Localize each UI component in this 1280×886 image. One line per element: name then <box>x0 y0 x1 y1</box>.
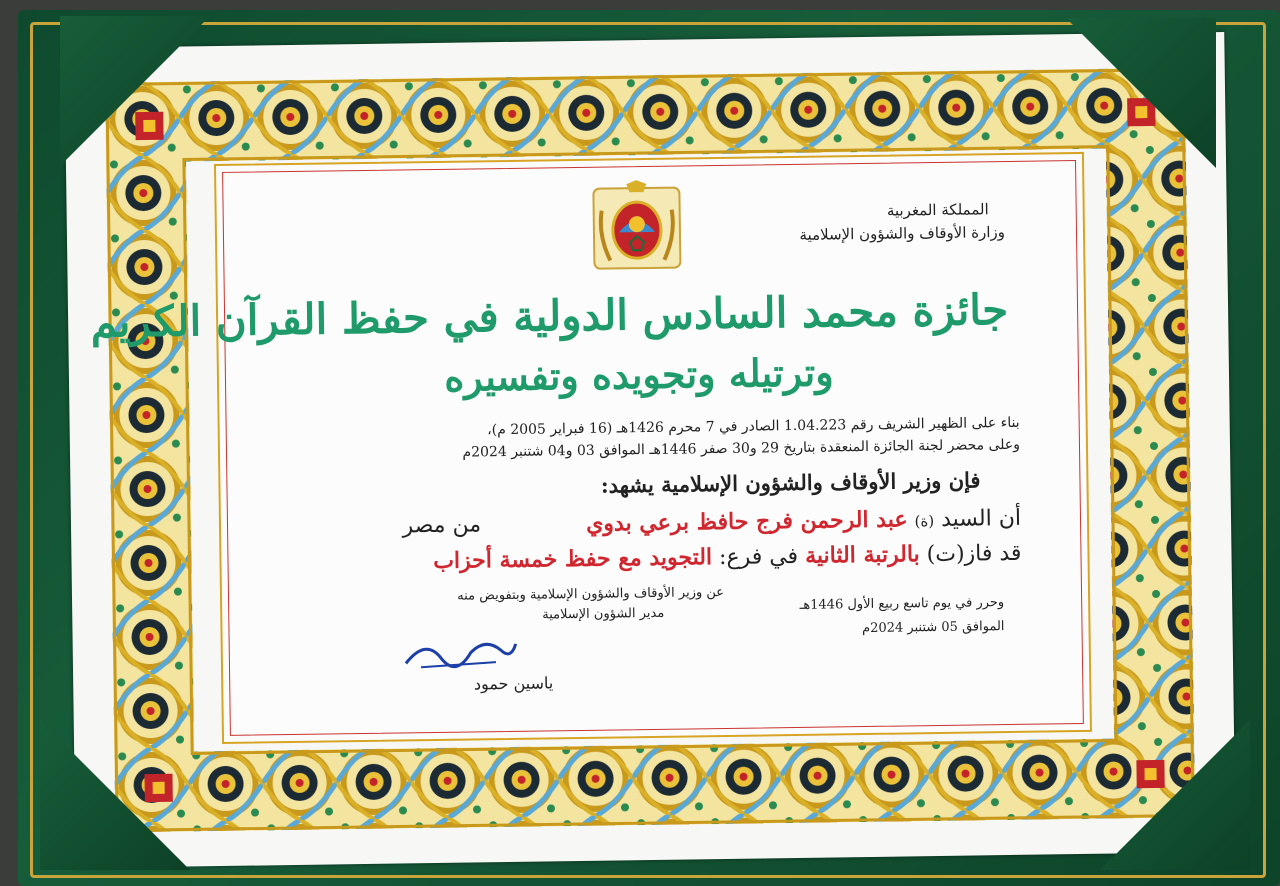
royal-coat-of-arms-emblem <box>591 180 682 273</box>
attestation-statement: فإن وزير الأوقاف والشؤون الإسلامية يشهد: <box>600 467 981 498</box>
issue-date-hijri: وحرر في يوم تاسع ربيع الأول 1446هـ <box>799 595 1005 613</box>
from-label: من <box>452 512 482 538</box>
recipient-prefix: أن السيد <box>940 505 1022 532</box>
signatory-delegation: عن وزير الأوقاف والشؤون الإسلامية وبتفويض منه <box>457 584 725 604</box>
certificate-sheet <box>64 32 1235 868</box>
award-prefix: قد فاز(ت) <box>926 540 1022 568</box>
award-branch: التجويد مع حفظ خمسة أحزاب <box>433 544 713 575</box>
signatory-name: ياسين حمود <box>473 673 554 694</box>
preamble-line-1: بناء على الظهير الشريف رقم 1.04.223 الصادر في 7 محرم 1426هـ (16 فبراير 2005 م)، <box>487 414 1020 439</box>
ministry-label: وزارة الأوقاف والشؤون الإسلامية <box>799 223 1006 244</box>
kingdom-label: المملكة المغربية <box>886 200 989 220</box>
award-title-line-1: جائزة محمد السادس الدولية في حفظ القرآن الكريم <box>90 284 1009 347</box>
signature-scribble <box>401 632 522 674</box>
award-rank: بالرتبة الثانية <box>804 541 920 569</box>
signatory-title: مدير الشؤون الإسلامية <box>542 605 665 623</box>
recipient-country: مصر <box>402 512 446 539</box>
recipient-gender-marker: (ة) <box>914 512 935 531</box>
award-title-line-2: وترتيله وتجويده وتفسيره <box>444 349 834 400</box>
recipient-name: عبد الرحمن فرج حافظ برعي بدوي <box>585 506 908 537</box>
branch-label: في فرع: <box>718 543 799 571</box>
preamble-line-2: وعلى محضر لجنة الجائزة المنعقدة بتاريخ 29 و30 صفر 1446هـ الموافق 03 و04 شتنبر 2024م <box>462 436 1021 461</box>
issue-date-gregorian: الموافق 05 شتنبر 2024م <box>861 619 1005 637</box>
recipient-country-line <box>402 512 481 538</box>
